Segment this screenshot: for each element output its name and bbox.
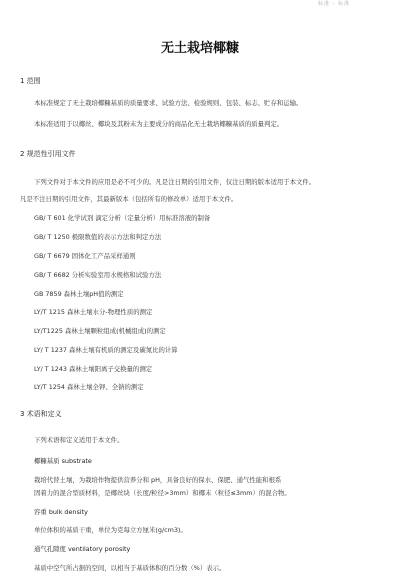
terms-intro: 下列术语和定义适用于本文件。 <box>34 436 124 444</box>
normative-intro-2: 凡是不注日期的引用文件，其最新版本（包括所有的修改单）适用于本文件。 <box>20 195 238 203</box>
scope-paragraph-1: 本标准规定了无土栽培椰糠基质的质量要求、试验方法、检验规则、包装、标志、贮存和运输。 <box>34 99 303 107</box>
term-name: 容重 bulk density <box>34 508 88 516</box>
reference-item: LY/ T 1237 森林土壤有机质的测定及碳氮比的计算 <box>34 346 178 354</box>
term-definition: 固着力的混合型质材料，是椰丝块（长度/粒径>3mm）和椰末（粒径≤3mm）的混合物。 <box>34 489 291 497</box>
term-definition: 栽培代替土壤，为栽培作物提供营养分和 pH，具备良好的保水、保肥、通气性能和根系 <box>34 476 282 484</box>
section-heading-scope: 1 范围 <box>20 77 41 85</box>
reference-item: GB/ T 6679 固体化工产品采样通则 <box>34 252 136 260</box>
header-mark: 标准 - 标准 <box>318 1 350 7</box>
reference-item: GB/ T 601 化学试剂 滴定分析（定量分析）用标准溶液的制备 <box>34 214 211 222</box>
term-name: 椰糠基质 substrate <box>34 457 92 465</box>
reference-item: GB 7859 森林土壤pH值的测定 <box>34 290 124 298</box>
reference-item: LY/T1225 森林土壤颗粒组成(机械组成)的测定 <box>34 327 166 335</box>
scope-paragraph-2: 本标准适用于以椰丝、椰块及其粉末为主要成分的商品化无土栽培椰糠基质的质量判定。 <box>34 120 284 128</box>
reference-item: GB/ T 6682 分析实验室用水规格和试验方法 <box>34 271 162 279</box>
reference-item: LY/T 1215 森林土壤水分-物理性质的测定 <box>34 308 153 316</box>
term-definition: 单位体积的基质干重，单位为克每立方厘米(g/cm3)。 <box>34 526 187 534</box>
normative-intro-1: 下列文件对于本文件的应用是必不可少的。凡是注日期的引用文件，仅注日期的版本适用于本文件。 <box>34 178 316 186</box>
section-heading-normative: 2 规范性引用文件 <box>20 150 76 158</box>
document-title: 无土栽培椰糠 <box>160 41 239 56</box>
section-heading-terms: 3 术语和定义 <box>20 410 62 418</box>
term-definition: 基质中空气所占据的空间，以相当于基质体积的百分数（%）表示。 <box>34 564 226 572</box>
reference-item: LY/T 1254 森林土壤全钾、全钠的测定 <box>34 383 144 391</box>
reference-item: GB/ T 1250 极限数值的表示方法和判定方法 <box>34 233 162 241</box>
reference-item: LY/ T 1243 森林土壤阳离子交换量的测定 <box>34 365 153 373</box>
term-name: 通气孔隙度 ventilatory porosity <box>34 545 131 553</box>
